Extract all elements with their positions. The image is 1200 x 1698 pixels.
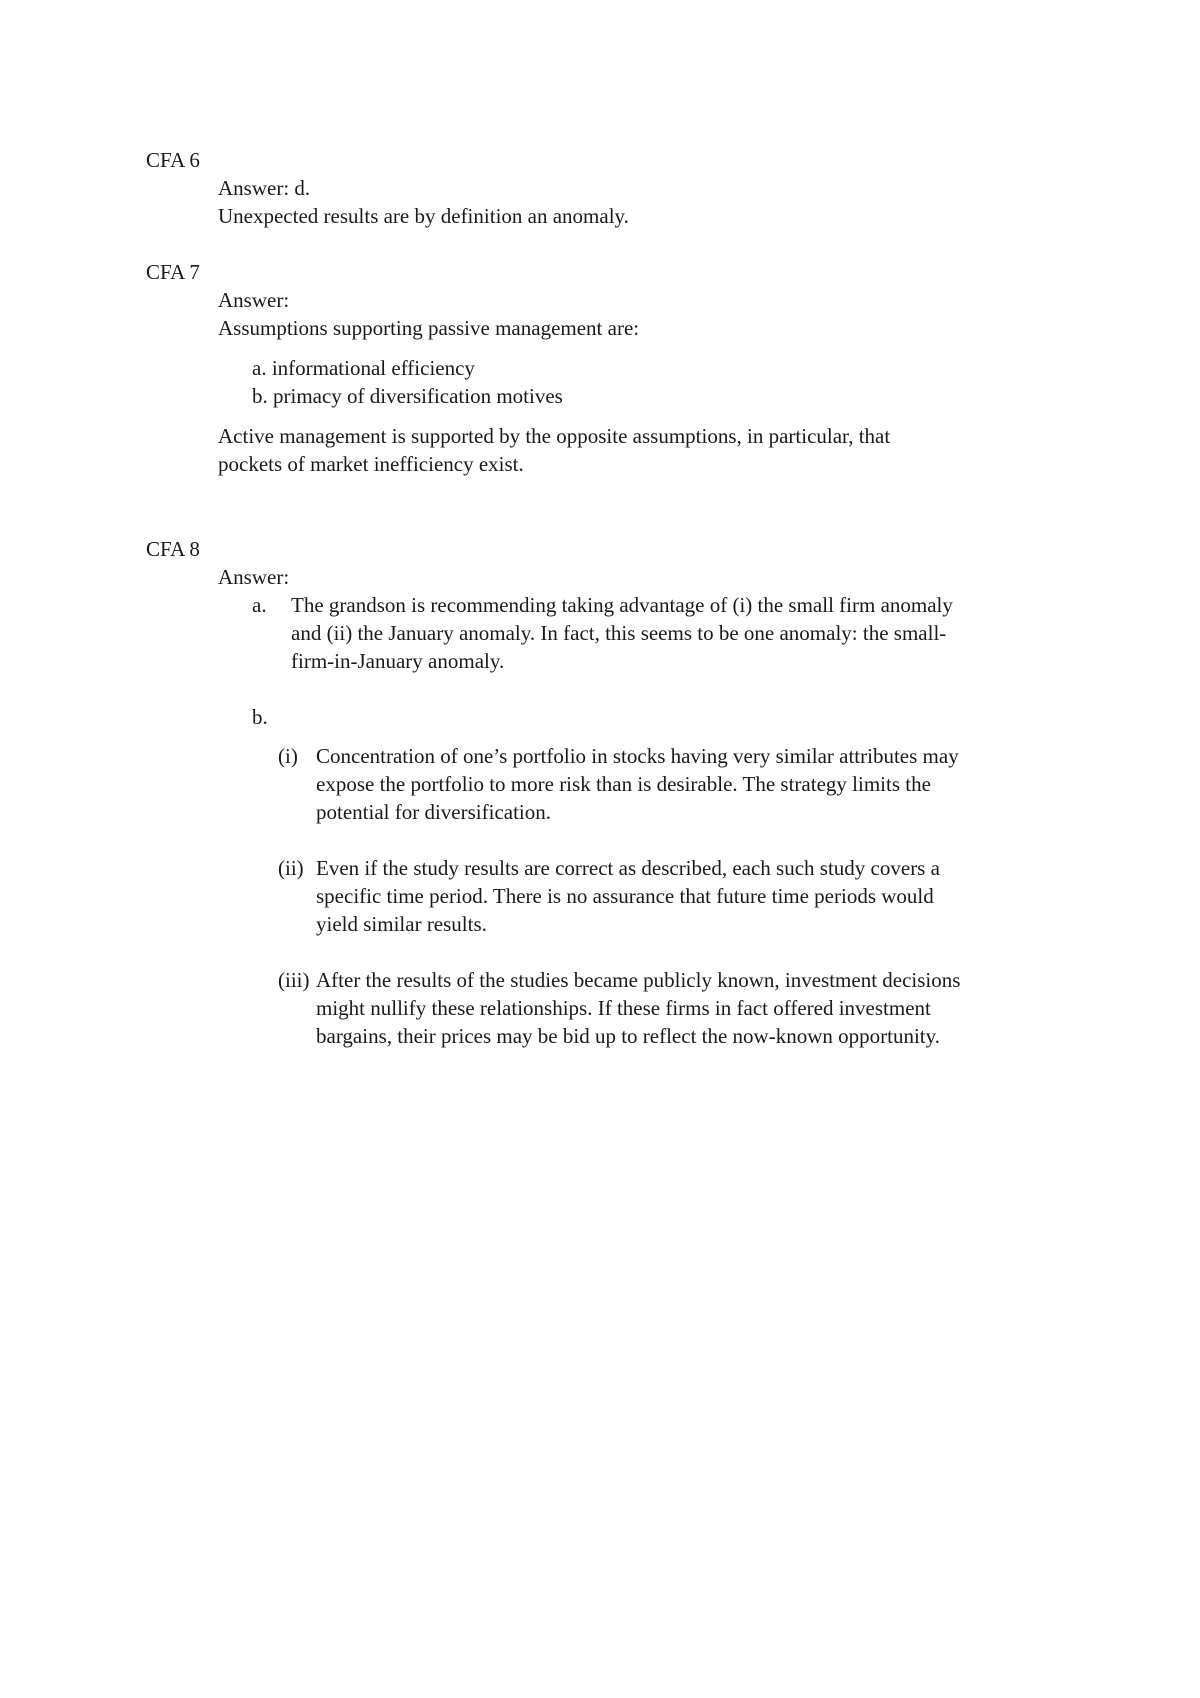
- cfa8-part-a-line: and (ii) the January anomaly. In fact, this seems to be one anomaly: the small-: [291, 621, 947, 645]
- cfa8-part-b-item-line: After the results of the studies became publicly known, investment decisions: [316, 968, 961, 992]
- cfa8-part-b-item-line: specific time period. There is no assurance that future time periods would: [316, 884, 934, 908]
- cfa7-answer: Answer:: [218, 288, 290, 312]
- cfa7-list-item: a. informational efficiency: [252, 356, 475, 380]
- cfa7-conclusion-line: pockets of market inefficiency exist.: [218, 452, 524, 476]
- cfa8-part-b-item-line: bargains, their prices may be bid up to reflect the now-known opportunity.: [316, 1024, 941, 1048]
- cfa8-part-b-item-line: might nullify these relationships. If these firms in fact offered investment: [316, 996, 931, 1020]
- cfa8-part-b-item-line: expose the portfolio to more risk than is desirable. The strategy limits the: [316, 772, 931, 796]
- cfa8-part-b-item-line: potential for diversification.: [316, 800, 552, 824]
- cfa8-part-b-item-label: (ii): [278, 856, 304, 880]
- cfa6-heading: CFA 6: [146, 148, 200, 172]
- cfa8-part-a-line: The grandson is recommending taking advantage of (i) the small firm anomaly: [291, 593, 953, 617]
- cfa7-list-item: b. primacy of diversification motives: [252, 384, 563, 408]
- cfa8-part-b-label: b.: [252, 705, 268, 729]
- cfa8-part-b-item-label: (iii): [278, 968, 310, 992]
- cfa8-part-b-item-line: yield similar results.: [316, 912, 487, 936]
- cfa8-answer: Answer:: [218, 565, 290, 589]
- cfa8-part-b-item-line: Concentration of one’s portfolio in stocks having very similar attributes may: [316, 744, 959, 768]
- cfa8-part-b-item-label: (i): [278, 744, 298, 768]
- cfa8-part-b-item-line: Even if the study results are correct as described, each such study covers a: [316, 856, 940, 880]
- cfa6-text: Unexpected results are by definition an anomaly.: [218, 204, 629, 228]
- cfa7-conclusion-line: Active management is supported by the opposite assumptions, in particular, that: [218, 424, 891, 448]
- cfa8-heading: CFA 8: [146, 537, 200, 561]
- cfa7-heading: CFA 7: [146, 260, 200, 284]
- cfa8-part-a-line: firm-in-January anomaly.: [291, 649, 505, 673]
- cfa7-intro: Assumptions supporting passive management are:: [218, 316, 640, 340]
- cfa6-answer: Answer: d.: [218, 176, 311, 200]
- cfa8-part-a-label: a.: [252, 593, 267, 617]
